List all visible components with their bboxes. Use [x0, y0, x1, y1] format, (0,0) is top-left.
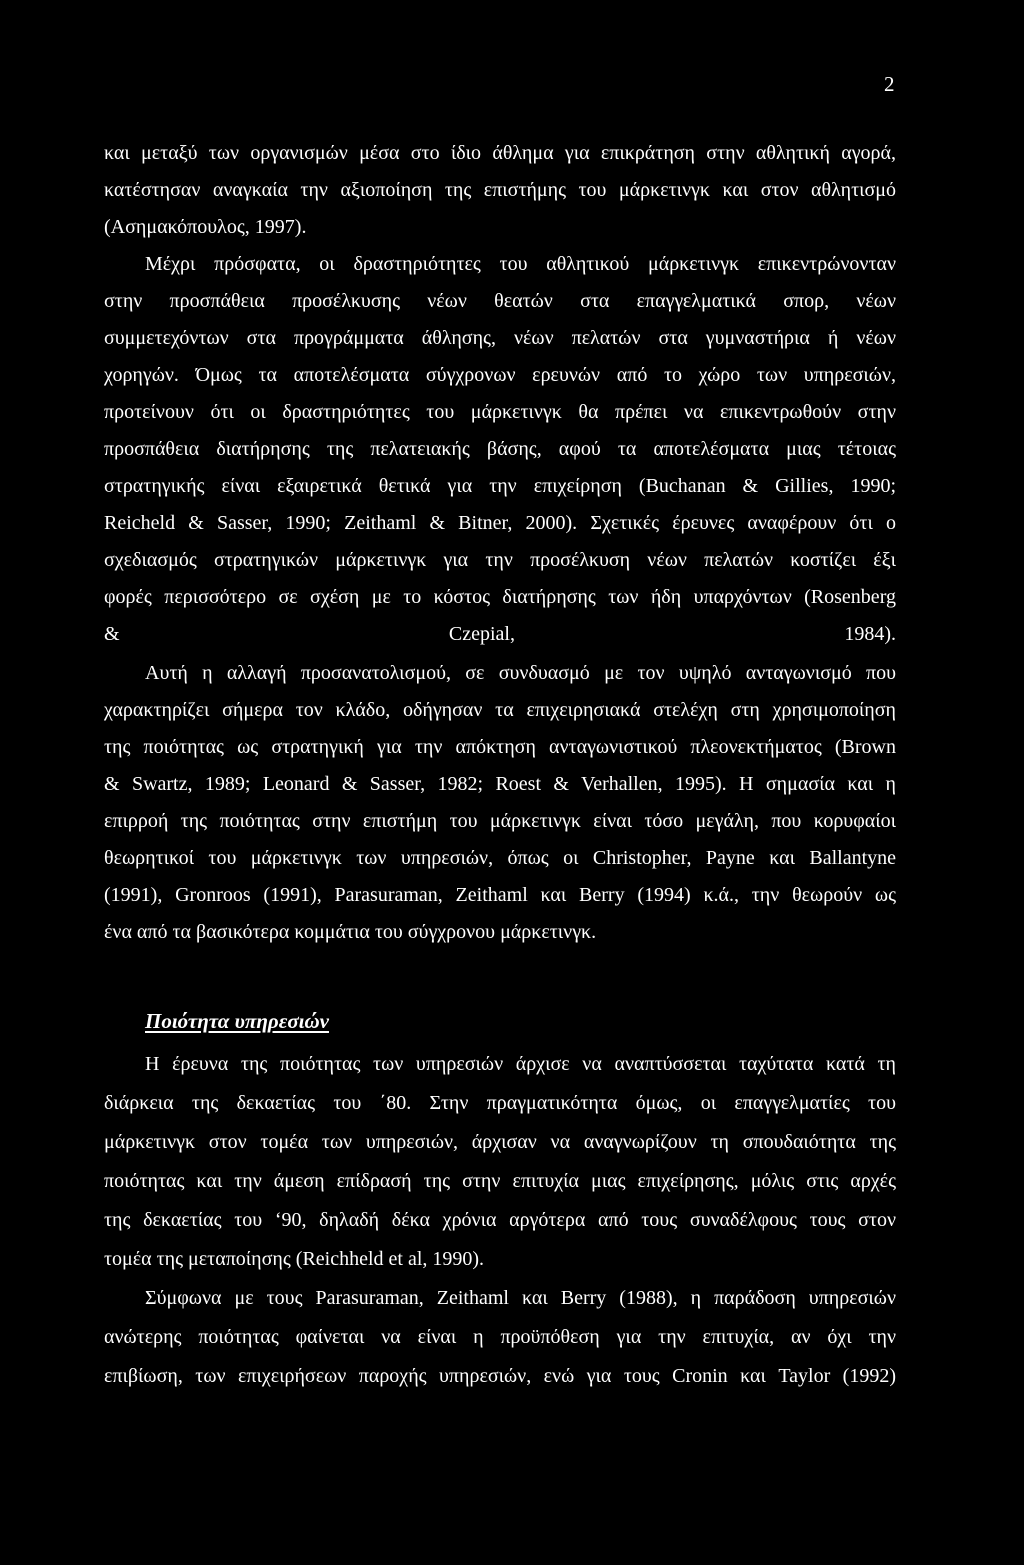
text-line: διάρκεια της δεκαετίας του ΄80. Στην πραγματικότητα όμως, οι επαγγελματίες του: [104, 1092, 896, 1114]
text-line: χαρακτηρίζει σήμερα τον κλάδο, οδήγησαν τα επιχειρησιακά στελέχη στη χρησιμοποίηση: [104, 699, 896, 721]
text-line: τομέα της μεταποίησης (Reichheld et al, 1990).: [104, 1248, 485, 1270]
text-line: Μέχρι πρόσφατα, οι δραστηριότητες του αθλητικού μάρκετινγκ επικεντρώνονταν: [145, 253, 896, 275]
text-line: ποιότητας και την άμεση επίδρασή της στην επιτυχία μιας επιχείρησης, μόλις στις αρχές: [104, 1170, 896, 1192]
text-line: συμμετεχόντων στα προγράμματα άθλησης, νέων πελατών στα γυμναστήρια ή νέων: [104, 327, 896, 349]
text-line: ανώτερης ποιότητας φαίνεται να είναι η προϋπόθεση για την επιτυχία, αν όχι την: [104, 1326, 896, 1348]
text-line: σχεδιασμός στρατηγικών μάρκετινγκ για την προσέλκυση νέων πελατών κοστίζει έξι: [104, 549, 896, 571]
text-line: στρατηγικής είναι εξαιρετικά θετικά για την επιχείρηση (Buchanan & Gillies, 1990;: [104, 475, 896, 497]
text-line: & Czepial, 1984).: [104, 623, 896, 645]
text-line: Σύμφωνα με τους Parasuraman, Zeithaml και Berry (1988), η παράδοση υπηρεσιών: [145, 1287, 896, 1309]
text-line: Reicheld & Sasser, 1990; Zeithaml & Bitner, 2000). Σχετικές έρευνες αναφέρουν ότι ο: [104, 512, 896, 534]
text-line: επιβίωση, των επιχειρήσεων παροχής υπηρεσιών, ενώ για τους Cronin και Taylor (1992): [104, 1365, 896, 1387]
text-line: θεωρητικοί του μάρκετινγκ των υπηρεσιών, όπως οι Christopher, Payne και Ballantyne: [104, 847, 896, 869]
text-line: της δεκαετίας του ‘90, δηλαδή δέκα χρόνια αργότερα από τους συναδέλφους τους στον: [104, 1209, 896, 1231]
page-number: 2: [884, 72, 895, 96]
text-line: κατέστησαν αναγκαία την αξιοποίηση της επιστήμης του μάρκετινγκ και στον αθλητισμό: [104, 179, 896, 201]
text-line: Η έρευνα της ποιότητας των υπηρεσιών άρχισε να αναπτύσσεται ταχύτατα κατά τη: [145, 1053, 896, 1075]
text-line: Αυτή η αλλαγή προσανατολισμού, σε συνδυασμό με τον υψηλό ανταγωνισμό που: [145, 662, 896, 684]
text-line: ένα από τα βασικότερα κομμάτια του σύγχρονου μάρκετινγκ.: [104, 921, 597, 943]
text-line: (Ασημακόπουλος, 1997).: [104, 216, 307, 238]
text-line: χορηγών. Όμως τα αποτελέσματα σύγχρονων ερευνών από το χώρο των υπηρεσιών,: [104, 364, 896, 386]
text-line: και μεταξύ των οργανισμών μέσα στο ίδιο άθλημα για επικράτηση στην αθλητική αγορά,: [104, 142, 896, 164]
text-line: στην προσπάθεια προσέλκυσης νέων θεατών στα επαγγελματικά σπορ, νέων: [104, 290, 896, 312]
text-line: & Swartz, 1989; Leonard & Sasser, 1982; Roest & Verhallen, 1995). Η σημασία και η: [104, 773, 896, 795]
text-line: προτείνουν ότι οι δραστηριότητες του μάρκετινγκ θα πρέπει να επικεντρωθούν στην: [104, 401, 896, 423]
text-line: επιρροή της ποιότητας στην επιστήμη του μάρκετινγκ είναι τόσο μεγάλη, που κορυφαίοι: [104, 810, 896, 832]
text-line: (1991), Gronroos (1991), Parasuraman, Zeithaml και Berry (1994) κ.ά., την θεωρούν ως: [104, 884, 896, 906]
section-heading: Ποιότητα υπηρεσιών: [145, 1009, 329, 1033]
text-line: μάρκετινγκ στον τομέα των υπηρεσιών, άρχισαν να αναγνωρίζουν τη σπουδαιότητα της: [104, 1131, 896, 1153]
text-line: φορές περισσότερο σε σχέση με το κόστος διατήρησης των ήδη υπαρχόντων (Rosenberg: [104, 586, 896, 608]
text-line: της ποιότητας ως στρατηγική για την απόκτηση ανταγωνιστικού πλεονεκτήματος (Brown: [104, 736, 896, 758]
text-line: προσπάθεια διατήρησης της πελατειακής βάσης, αφού τα αποτελέσματα μιας τέτοιας: [104, 438, 896, 460]
